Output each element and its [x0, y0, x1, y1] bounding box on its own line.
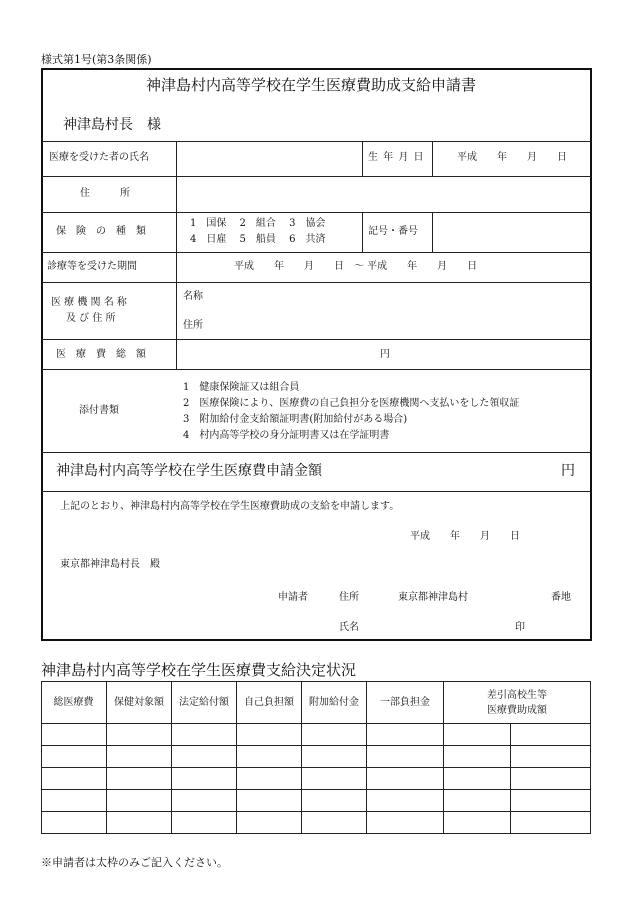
applicant-address-suffix: 番地: [551, 592, 571, 603]
period-label: 診療等を受けた期間: [47, 261, 137, 272]
institution-address-label: 住所: [183, 320, 203, 331]
header-statutory-benefit: 法定給付額: [179, 696, 229, 708]
insurance-options-line1[interactable]: 1 国保 2 組合 3 協会: [190, 218, 326, 229]
header-net-subsidy-line2: 医療費助成額: [487, 704, 547, 716]
applicant-name-field[interactable]: [370, 617, 510, 635]
attachment-item: 2 医療保険により、医療費の自己負担分を医療機関へ支払いをした領収証: [183, 398, 520, 409]
applicant-address-value[interactable]: 東京都神津島村: [398, 592, 468, 603]
row-line: [42, 252, 591, 253]
row-line: [42, 339, 591, 340]
table-col-line: [510, 723, 511, 834]
declaration-text: 上記のとおり、神津島村内高等学校在学生医療費助成の支給を申請します。: [60, 501, 400, 512]
birth-label: 生 年 月 日: [368, 152, 425, 163]
period-value[interactable]: 平成 年 月 日 〜 平成 年 月 日: [234, 261, 478, 272]
patient-name-field[interactable]: [178, 143, 361, 175]
claim-amount-label: 神津島村内高等学校在学生医療費申請金額: [56, 463, 322, 479]
row-line: [42, 176, 591, 177]
row-line: [42, 369, 591, 370]
applicant-name-label: 氏名: [339, 622, 359, 633]
applicant-address-label: 住所: [339, 592, 359, 603]
insurance-number-label: 記号・番号: [368, 226, 418, 237]
attachment-item: 4 村内高等学校の身分証明書又は在学証明書: [183, 430, 390, 441]
insurance-divider-2: [432, 212, 433, 252]
insurance-options-line2[interactable]: 4 日雇 5 船員 6 共済: [190, 234, 326, 245]
row-line: [42, 282, 591, 283]
birth-divider-2: [432, 141, 433, 176]
addressee: 神津島村長 様: [63, 117, 161, 133]
recipient: 東京都神津島村長 殿: [60, 559, 160, 570]
header-additional-benefit: 附加給付金: [309, 696, 359, 708]
header-net-subsidy-line1: 差引高校生等: [487, 689, 547, 701]
institution-label-2: 及 び 住 所: [66, 313, 116, 324]
header-net-subsidy: [444, 682, 590, 723]
header-partial-pay: 一部負担金: [380, 696, 430, 708]
table-row: [41, 723, 591, 724]
decision-title: 神津島村内高等学校在学生医療費支給決定状況: [41, 661, 357, 679]
header-total-cost: 総医療費: [53, 696, 94, 708]
label-divider: [176, 141, 177, 369]
table-row: [41, 767, 591, 768]
birth-value[interactable]: 平成 年 月 日: [457, 152, 567, 163]
row-line: [42, 141, 591, 142]
row-line: [42, 452, 591, 453]
claim-amount-unit: 円: [561, 463, 575, 479]
address-field[interactable]: [178, 178, 590, 211]
total-cost-label: 医 療 費 総 額: [56, 349, 146, 360]
attachment-item: 3 附加給付金支給額証明書(附加給付がある場合): [183, 414, 408, 425]
row-line: [42, 491, 591, 492]
table-row: [41, 745, 591, 746]
header-self-pay: 自己負担額: [244, 696, 294, 708]
patient-name-label: 医療を受けた者の氏名: [49, 152, 149, 163]
address-label: 住 所: [80, 188, 130, 199]
application-date[interactable]: 平成 年 月 日: [410, 531, 520, 542]
institution-label-1: 医 療 機 関 名 称: [51, 297, 127, 308]
attachment-item: 1 健康保険証又は組合員: [183, 382, 300, 393]
header-insured-amount: 保健対象額: [114, 696, 164, 708]
institution-name-label: 名称: [183, 291, 203, 302]
birth-divider-1: [362, 141, 363, 176]
seal-mark: 印: [515, 622, 525, 633]
form-number: 様式第1号(第3条関係): [41, 53, 152, 66]
insurance-label: 保 険 の 種 類: [56, 226, 146, 237]
total-cost-unit: 円: [380, 349, 390, 360]
table-row: [41, 789, 591, 790]
table-row: [41, 811, 591, 812]
form-title: 神津島村内高等学校在学生医療費助成支給申請書: [146, 76, 477, 94]
footnote: ※申請者は太枠のみご記入ください。: [41, 856, 228, 869]
insurance-number-field[interactable]: [434, 214, 590, 251]
applicant-label: 申請者: [278, 592, 308, 603]
row-line: [42, 212, 591, 213]
insurance-divider-1: [362, 212, 363, 252]
attachments-label: 添付書類: [79, 405, 119, 416]
